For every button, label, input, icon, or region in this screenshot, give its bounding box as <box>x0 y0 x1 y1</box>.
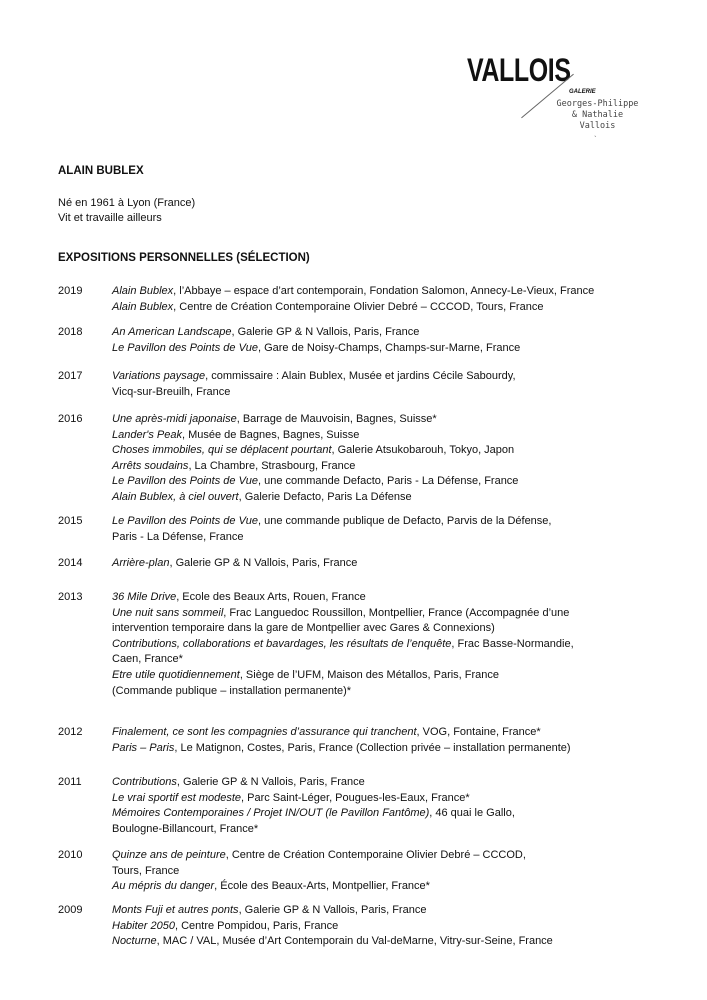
exhibition-details: , Galerie Atsukobarouh, Tokyo, Japon <box>331 444 515 457</box>
exhibition-details: , Galerie GP & N Vallois, Paris, France <box>169 557 358 569</box>
exhibition-details: , Galerie GP & N Vallois, Paris, France <box>176 776 365 788</box>
exhibition-line <box>112 903 692 919</box>
exhibition-details: Paris - La Défense, France <box>112 530 244 543</box>
exhibition-details: , Musée de Bagnes, Bagnes, Suisse <box>181 428 360 441</box>
exhibition-title: Alain Bublex, à ciel ouvert <box>112 490 239 503</box>
exhibition-entries <box>112 514 692 545</box>
exhibition-line <box>112 775 692 791</box>
exhibition-line <box>112 474 692 490</box>
exhibition-line <box>112 822 692 838</box>
exhibition-details: , Frac Basse-Normandie, <box>451 637 574 650</box>
exhibition-details: , VOG, Fontaine, France* <box>416 726 541 738</box>
logo-name-line: Georges-Philippe <box>556 99 639 109</box>
exhibition-entries <box>112 903 692 950</box>
exhibition-entries <box>112 412 692 506</box>
exhibition-title: Etre utile quotidiennement <box>112 668 240 681</box>
exhibition-entries <box>112 556 692 572</box>
exhibition-details: , Parc Saint-Léger, Pougues-les-Eaux, France* <box>241 791 470 804</box>
exhibition-title: Le Pavillon des Points de Vue <box>112 341 258 354</box>
exhibition-details: , 46 quai le Gallo, <box>429 807 515 820</box>
exhibition-details: , Gare de Noisy-Champs, Champs-sur-Marne, France <box>257 341 521 354</box>
section-title: EXPOSITIONS PERSONNELLES (SÉLECTION) <box>58 252 310 264</box>
exhibition-line <box>112 606 692 622</box>
exhibition-line <box>112 741 692 757</box>
logo-name-line: Vallois <box>579 121 616 131</box>
exhibition-line <box>112 791 692 807</box>
exhibition-line <box>112 637 692 653</box>
logo-name-line: & Nathalie <box>571 110 624 120</box>
logo-owner-names <box>540 99 655 132</box>
exhibition-details: , Le Matignon, Costes, Paris, France (Collection privée – installation permanente) <box>174 741 571 754</box>
exhibition-title: Le vrai sportif est modeste <box>112 791 242 804</box>
exhibition-year: 2011 <box>58 776 82 788</box>
exhibition-details: (Commande publique – installation permanente)* <box>112 684 352 697</box>
exhibition-title: 36 Mile Drive <box>112 591 177 603</box>
exhibition-title: Une après-midi japonaise <box>112 413 237 425</box>
exhibition-line <box>112 590 692 606</box>
exhibition-year: 2009 <box>58 904 83 916</box>
exhibition-line <box>112 459 692 475</box>
exhibition-entries <box>112 325 692 356</box>
exhibition-line <box>112 530 692 546</box>
exhibition-details: Caen, France* <box>112 653 183 666</box>
logo-wordmark: VALLOIS <box>467 52 571 88</box>
exhibition-entries <box>112 369 692 400</box>
exhibition-year: 2015 <box>58 515 83 527</box>
exhibition-title: Alain Bublex <box>112 285 174 297</box>
exhibition-title: Monts Fuji et autres ponts <box>112 904 239 916</box>
gallery-logo <box>0 0 707 160</box>
exhibition-year: 2010 <box>58 849 83 861</box>
exhibition-details: , Frac Languedoc Roussillon, Montpellier, France (Accompagnée d’une <box>223 606 570 619</box>
exhibition-title: Nocturne <box>112 935 157 948</box>
exhibition-entries <box>112 284 692 315</box>
exhibition-details: , une commande publique de Defacto, Parvis de la Défense, <box>257 515 552 527</box>
exhibition-line <box>112 919 692 935</box>
exhibition-details: , Centre de Création Contemporaine Olivier Debré – CCCOD, Tours, France <box>173 300 544 313</box>
exhibition-line <box>112 490 692 506</box>
exhibition-line <box>112 806 692 822</box>
exhibition-details: , une commande Defacto, Paris - La Défense, France <box>257 475 519 488</box>
exhibition-details: , La Chambre, Strasbourg, France <box>188 459 356 472</box>
exhibition-line <box>112 848 692 864</box>
exhibition-title: Alain Bublex <box>112 300 174 313</box>
exhibition-details: , Centre de Création Contemporaine Olivier Debré – CCCOD, <box>225 849 526 861</box>
exhibition-line <box>112 668 692 684</box>
exhibition-entries <box>112 848 692 895</box>
exhibition-details: , Ecole des Beaux Arts, Rouen, France <box>176 591 366 603</box>
exhibition-year: 2018 <box>58 326 83 338</box>
exhibition-details: , l’Abbaye – espace d’art contemporain, Fondation Salomon, Annecy-Le-Vieux, France <box>173 285 595 297</box>
exhibition-title: Le Pavillon des Points de Vue <box>112 475 258 488</box>
exhibition-line <box>112 621 692 637</box>
exhibition-details: , commissaire : Alain Bublex, Musée et jardins Cécile Sabourdy, <box>205 370 516 382</box>
exhibition-entries <box>112 590 692 699</box>
exhibition-title: Contributions <box>112 776 177 788</box>
exhibition-details: , Siège de l’UFM, Maison des Métallos, Paris, France <box>239 668 500 681</box>
exhibition-year: 2014 <box>58 557 83 569</box>
exhibition-year: 2013 <box>58 591 83 603</box>
logo-tick-mark: ` <box>594 135 597 144</box>
exhibition-line <box>112 556 692 572</box>
exhibition-title: Au mépris du danger <box>112 880 215 893</box>
exhibition-line <box>112 412 692 428</box>
exhibition-line <box>112 652 692 668</box>
exhibition-title: Finalement, ce sont les compagnies d’assurance qui tranchent <box>112 726 417 738</box>
exhibition-entries <box>112 725 692 756</box>
exhibition-title: Le Pavillon des Points de Vue <box>112 515 258 527</box>
logo-galerie-label: GALERIE <box>569 89 596 95</box>
exhibition-line <box>112 385 692 401</box>
exhibition-details: Tours, France <box>112 864 180 877</box>
exhibition-title: Paris – Paris <box>112 741 175 754</box>
exhibition-details: , Centre Pompidou, Paris, France <box>175 919 339 932</box>
exhibition-details: , Galerie GP & N Vallois, Paris, France <box>231 326 420 338</box>
exhibition-year: 2019 <box>58 285 83 297</box>
artist-bio <box>58 196 195 226</box>
exhibition-title: Contributions, collaborations et bavardages, les résultats de l’enquête <box>112 637 452 650</box>
exhibition-details: Boulogne-Billancourt, France* <box>112 822 259 835</box>
exhibition-line <box>112 934 692 950</box>
exhibition-title: Quinze ans de peinture <box>112 849 226 861</box>
exhibition-details: Vicq-sur-Breuilh, France <box>112 385 231 398</box>
exhibition-line <box>112 428 692 444</box>
exhibition-line <box>112 341 692 357</box>
exhibition-details: , École des Beaux-Arts, Montpellier, France* <box>214 880 430 893</box>
exhibition-line <box>112 369 692 385</box>
exhibition-line <box>112 879 692 895</box>
exhibition-title: An American Landscape <box>112 326 232 338</box>
exhibition-details: , Barrage de Mauvoisin, Bagnes, Suisse* <box>236 413 437 425</box>
exhibition-year: 2012 <box>58 726 83 738</box>
exhibition-title: Une nuit sans sommeil <box>112 606 224 619</box>
exhibition-title: Arrêts soudains <box>112 459 189 472</box>
exhibition-year: 2016 <box>58 413 83 425</box>
exhibition-title: Variations paysage <box>112 370 206 382</box>
exhibition-details: intervention temporaire dans la gare de Montpellier avec Gares & Connexions) <box>112 622 495 635</box>
exhibition-title: Arrière-plan <box>112 557 170 569</box>
exhibition-line <box>112 684 692 700</box>
exhibition-line <box>112 725 692 741</box>
bio-line: Né en 1961 à Lyon (France) <box>58 197 196 209</box>
exhibition-year: 2017 <box>58 370 83 382</box>
exhibition-line <box>112 325 692 341</box>
exhibition-line <box>112 284 692 300</box>
exhibition-title: Lander's Peak <box>112 428 182 441</box>
exhibition-line <box>112 514 692 530</box>
artist-name: ALAIN BUBLEX <box>58 165 144 177</box>
bio-line: Vit et travaille ailleurs <box>58 212 162 224</box>
exhibition-line <box>112 300 692 316</box>
exhibition-entries <box>112 775 692 837</box>
exhibition-details: , MAC / VAL, Musée d’Art Contemporain du Val-deMarne, Vitry-sur-Seine, France <box>156 935 553 948</box>
exhibition-line <box>112 443 692 459</box>
exhibition-title: Choses immobiles, qui se déplacent pourtant <box>112 444 332 457</box>
exhibition-details: , Galerie Defacto, Paris La Défense <box>238 490 412 503</box>
exhibition-title: Mémoires Contemporaines / Projet IN/OUT (le Pavillon Fantôme) <box>112 807 430 820</box>
exhibition-title: Habiter 2050 <box>112 919 175 932</box>
exhibition-line <box>112 864 692 880</box>
exhibition-details: , Galerie GP & N Vallois, Paris, France <box>238 904 427 916</box>
